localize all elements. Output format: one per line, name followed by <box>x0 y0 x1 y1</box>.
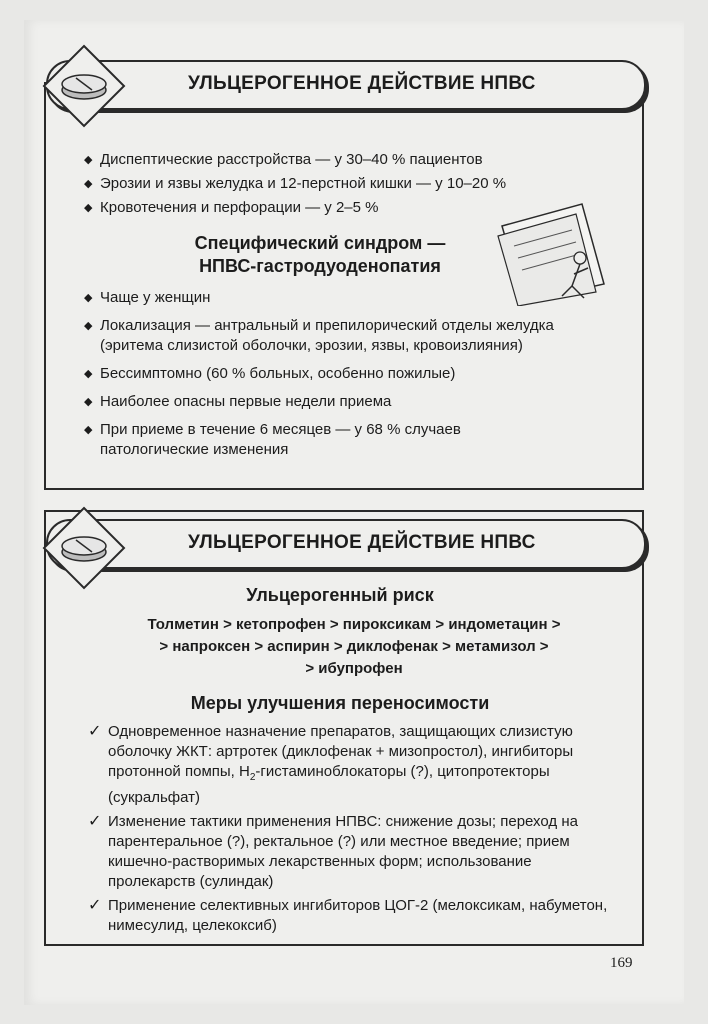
list-item: ✓ Изменение тактики применения НПВС: снижение дозы; переход на парентеральное (?), ректальное (?) или местное введение; прием кишечно-растворимых лекарственных форм; использование пролекарств (сулиндак) <box>92 812 622 892</box>
pill-tablet-icon <box>42 506 126 590</box>
risk-title: Ульцерогенный риск <box>246 585 434 605</box>
risk-chain-line3: > ибупрофен <box>305 660 403 677</box>
pill-tablet-icon <box>42 44 126 128</box>
list-item: ◆ Чаще у женщин <box>84 288 604 308</box>
list-item: ◆ Эрозии и язвы желудка и 12-перстной кишки — у 10–20 % <box>84 174 624 194</box>
list-item: ◆ Бессимптомно (60 % больных, особенно пожилые) <box>84 364 604 384</box>
list-item: ◆ Локализация — антральный и препилорический отделы желудка (эритема слизистой оболочки, эрозии, язвы, кровоизлияния) <box>84 316 604 356</box>
syndrome-list <box>84 288 604 460</box>
list-item: ◆ При приеме в течение 6 месяцев — у 68 % случаев патологические изменения <box>84 420 520 460</box>
measure1-subscript: 2 <box>249 772 256 783</box>
panel2-header-title: УЛЬЦЕРОГЕННОЕ ДЕЙСТВИЕ НПВС <box>188 532 536 553</box>
syndrome-title-line1: Специфический синдром — <box>194 233 446 253</box>
measures-title: Меры улучшения переносимости <box>190 693 490 713</box>
panel1-header <box>46 60 644 112</box>
page-number: 169 <box>610 955 633 971</box>
panel2-header-pill <box>46 519 646 569</box>
measure1-rest: -гистаминоблокаторы (?), цитопротекторы (сукральфат) <box>108 763 550 806</box>
panel2-header <box>46 519 644 571</box>
syndrome-title <box>120 232 520 278</box>
list-item: ✓ Применение селективных ингибиторов ЦОГ-2 (мелоксикам, набуметон, нимесулид, целекоксиб) <box>92 896 622 936</box>
panel1-header-pill <box>46 60 646 110</box>
risk-chain-line1: Толметин > кетопрофен > пироксикам > индометацин > <box>147 616 561 633</box>
panel1-header-title: УЛЬЦЕРОГЕННОЕ ДЕЙСТВИЕ НПВС <box>188 73 536 94</box>
list-item: ◆ Кровотечения и перфорации — у 2–5 % <box>84 198 624 218</box>
measures-list <box>92 722 622 936</box>
risk-chain-line2: > напроксен > аспирин > диклофенак > метамизол > <box>159 638 549 655</box>
list-item <box>92 722 578 808</box>
list-item: ◆ Наиболее опасны первые недели приема <box>84 392 604 412</box>
list-item: ◆ Диспептические расстройства — у 30–40 % пациентов <box>84 150 624 170</box>
syndrome-title-line2: НПВС-гастродуоденопатия <box>199 256 441 276</box>
risk-chain <box>84 614 624 680</box>
measure1-text: Одновременное назначение препаратов, защищающих слизистую оболочку ЖКТ: артротек (диклофенак + мизопростол), ингибиторы протонной помпы, <box>108 723 574 780</box>
measure1-h: H <box>239 763 250 780</box>
